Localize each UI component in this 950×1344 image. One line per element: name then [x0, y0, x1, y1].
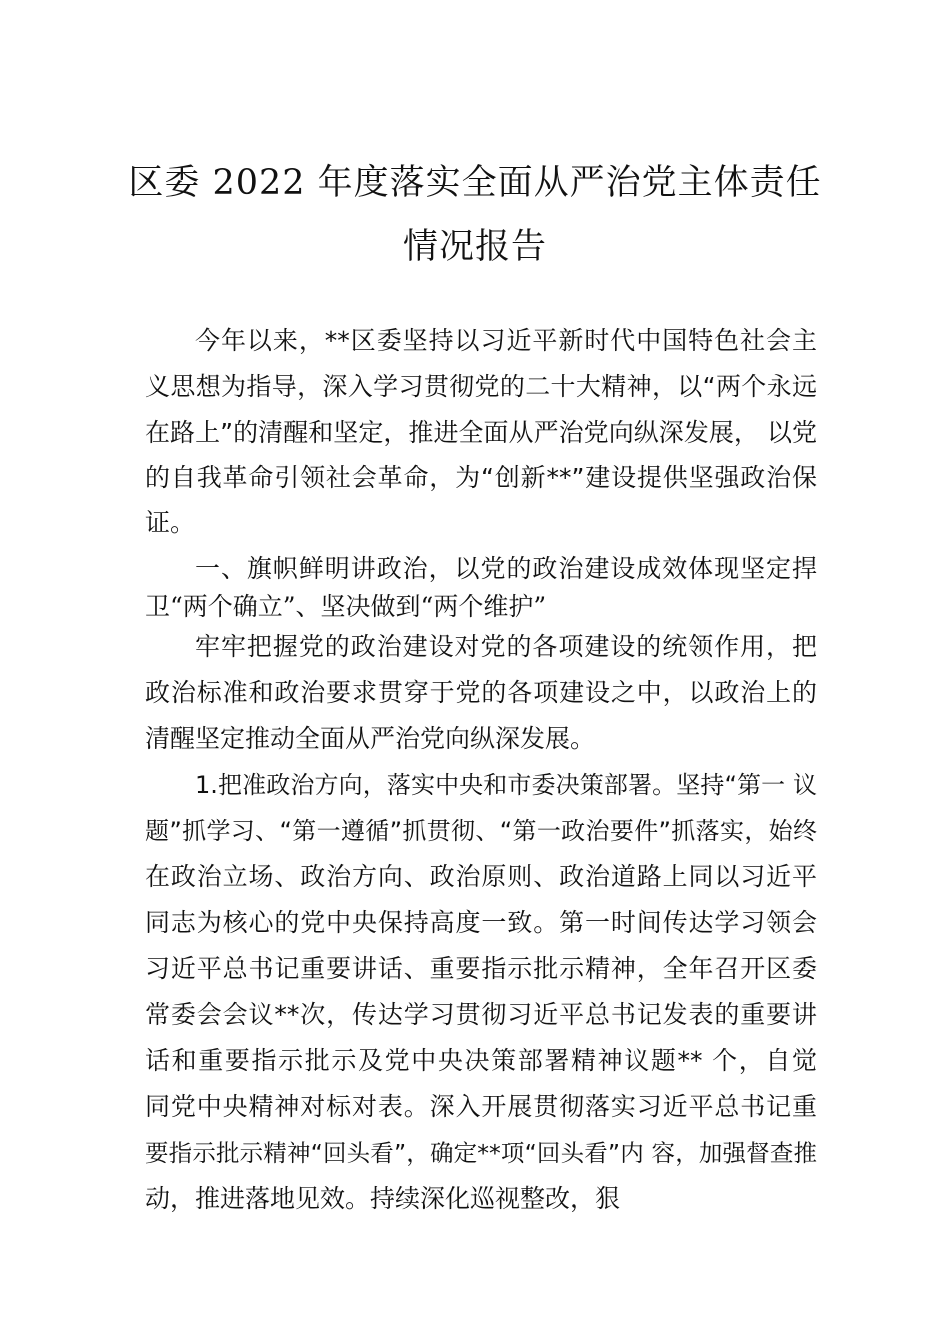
paragraph-line: 话和重要指示批示及党中央决策部署精神议题** 个，自觉 — [145, 1046, 817, 1075]
paragraph-line: 题”抓学习、“第一遵循”抓贯彻、“第一政治要件”抓落实，始终 — [145, 817, 817, 845]
paragraph-line: 义思想为指导，深入学习贯彻党的二十大精神，以“两个永远 — [145, 372, 817, 401]
paragraph-line: 1.把准政治方向，落实中央和市委决策部署。坚持“第一 议 — [195, 771, 817, 799]
paragraph-line: 今年以来，**区委坚持以习近平新时代中国特色社会主 — [195, 326, 817, 355]
paragraph-line: 动，推进落地见效。持续深化巡视整改，狠 — [145, 1184, 621, 1213]
section-heading-line: 一、旗帜鲜明讲政治，以党的政治建设成效体现坚定捍 — [195, 554, 817, 583]
paragraph-line: 清醒坚定推动全面从严治党向纵深发展。 — [145, 724, 596, 753]
paragraph-line: 习近平总书记重要讲话、重要指示批示精神，全年召开区委 — [145, 954, 817, 983]
paragraph-line: 常委会会议**次，传达学习贯彻习近平总书记发表的重要讲 — [145, 1000, 817, 1029]
paragraph-line: 同志为核心的党中央保持高度一致。第一时间传达学习领会 — [145, 908, 817, 937]
paragraph-line: 在政治立场、政治方向、政治原则、政治道路上同以习近平 — [145, 862, 817, 891]
paragraph-line: 的自我革命引领社会革命，为“创新**”建设提供坚强政治保 — [145, 463, 817, 492]
paragraph-line: 要指示批示精神“回头看”，确定**项“回头看”内 容，加强督查推 — [145, 1139, 817, 1167]
paragraph-line: 证。 — [145, 508, 196, 537]
paragraph-line: 同党中央精神对标对表。深入开展贯彻落实习近平总书记重 — [145, 1092, 817, 1121]
paragraph-line: 在路上”的清醒和坚定，推进全面从严治党向纵深发展， 以党 — [145, 418, 817, 447]
document-title-line-1: 区委 2022 年度落实全面从严治党主体责任 — [128, 163, 822, 203]
paragraph-line: 牢牢把握党的政治建设对党的各项建设的统领作用，把 — [195, 632, 817, 661]
document-title-line-2: 情况报告 — [402, 227, 547, 267]
paragraph-line: 政治标准和政治要求贯穿于党的各项建设之中，以政治上的 — [145, 678, 817, 707]
section-heading-line: 卫“两个确立”、坚决做到“两个维护” — [145, 592, 547, 621]
